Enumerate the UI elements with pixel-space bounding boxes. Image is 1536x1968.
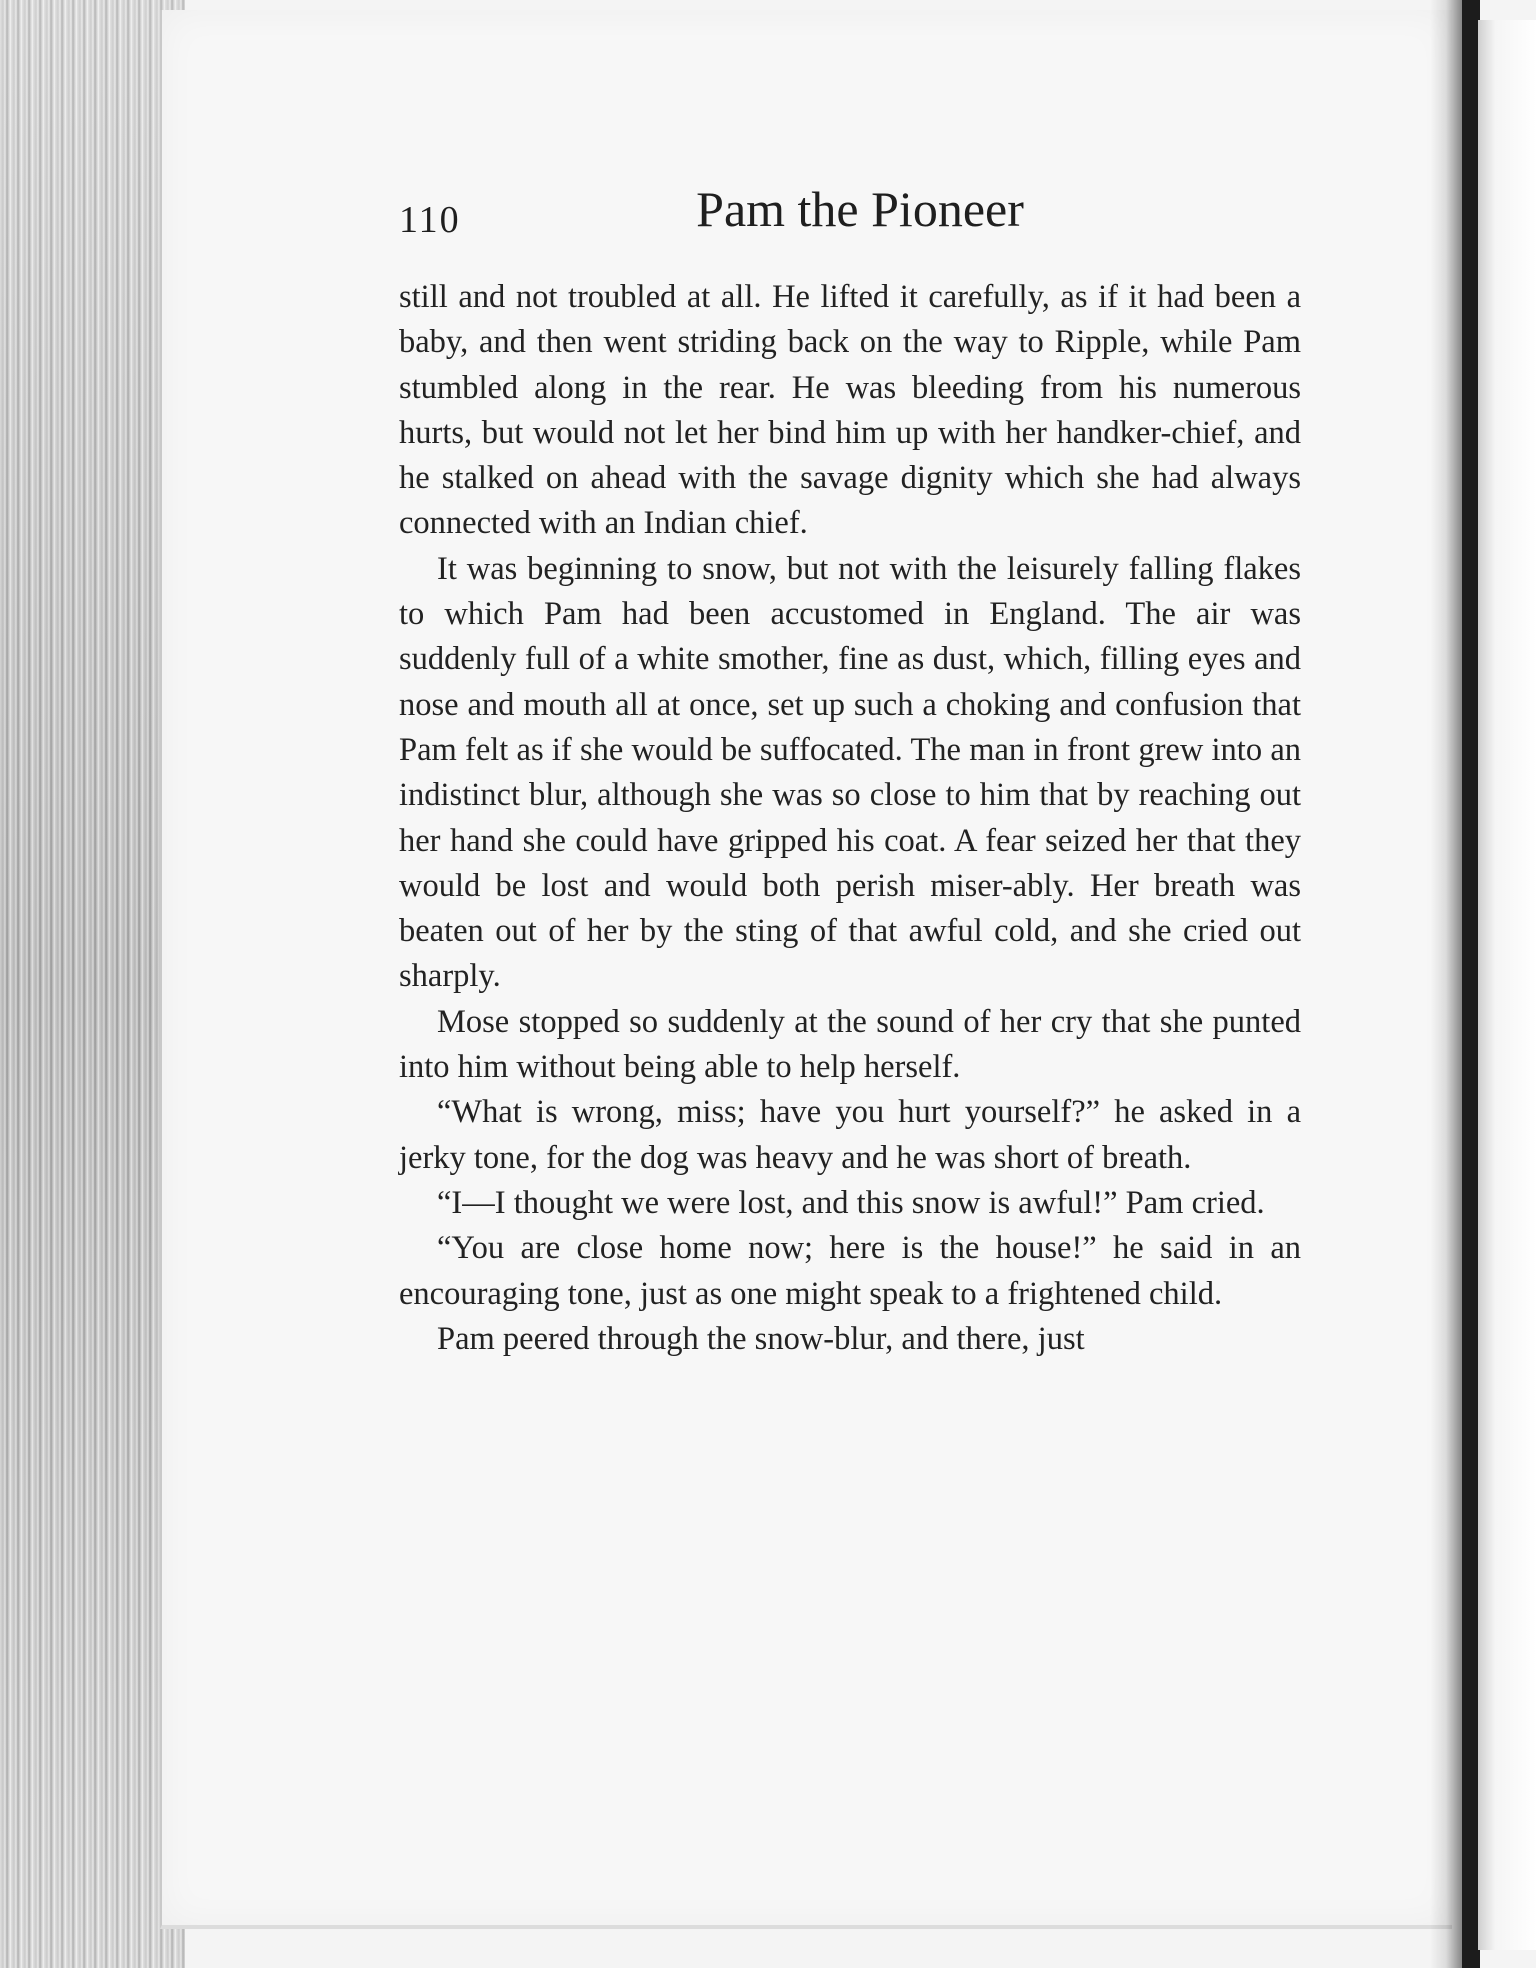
paragraph: Pam peered through the snow-blur, and there, just <box>437 1320 1085 1357</box>
paragraph: “What is wrong, miss; have you hurt yourself?” he asked in a jerky tone, for the dog was heavy and he was short of breath. <box>399 1094 1301 1176</box>
running-title: Pam the Pioneer <box>696 181 1024 237</box>
page-edges <box>0 0 185 1968</box>
paragraph: Mose stopped so suddenly at the sound of her cry that she punted into him without being able to help herself. <box>399 1003 1301 1086</box>
paragraph: still and not troubled at all. He lifted it carefully, as if it had been a baby, and then went striding back on the way to Ripple, while Pam stumbled along in the rear. He was bleeding from his numerous hurts, but would not let her bind him up with her handker-chief, and he stalked on ahead with the savage dignity which she had always connected with an Indian chief. <box>399 279 1301 542</box>
page-header <box>399 180 1301 250</box>
paragraph: It was beginning to snow, but not with the leisurely falling flakes to which Pam had been accustomed in England. The air was suddenly full of a white smother, fine as dust, which, filling eyes and nose and mouth all at once, set up such a choking and confusion that Pam felt as if she would be suffocated. The man in front grew into an indistinct blur, although she was so close to him that by reaching out her hand she could have gripped his coat. A fear seized her that they would be lost and would both perish miser-ably. Her breath was beaten out of her by the sting of that awful cold, and she cried out sharply. <box>399 550 1301 995</box>
paragraph: “I—I thought we were lost, and this snow is awful!” Pam cried. <box>437 1184 1265 1221</box>
body-text <box>399 275 1301 1362</box>
facing-page <box>1478 20 1536 1950</box>
paragraph: “You are close home now; here is the house!” he said in an encouraging tone, just as one might speak to a frightened child. <box>399 1230 1301 1312</box>
page-number: 110 <box>399 199 461 241</box>
